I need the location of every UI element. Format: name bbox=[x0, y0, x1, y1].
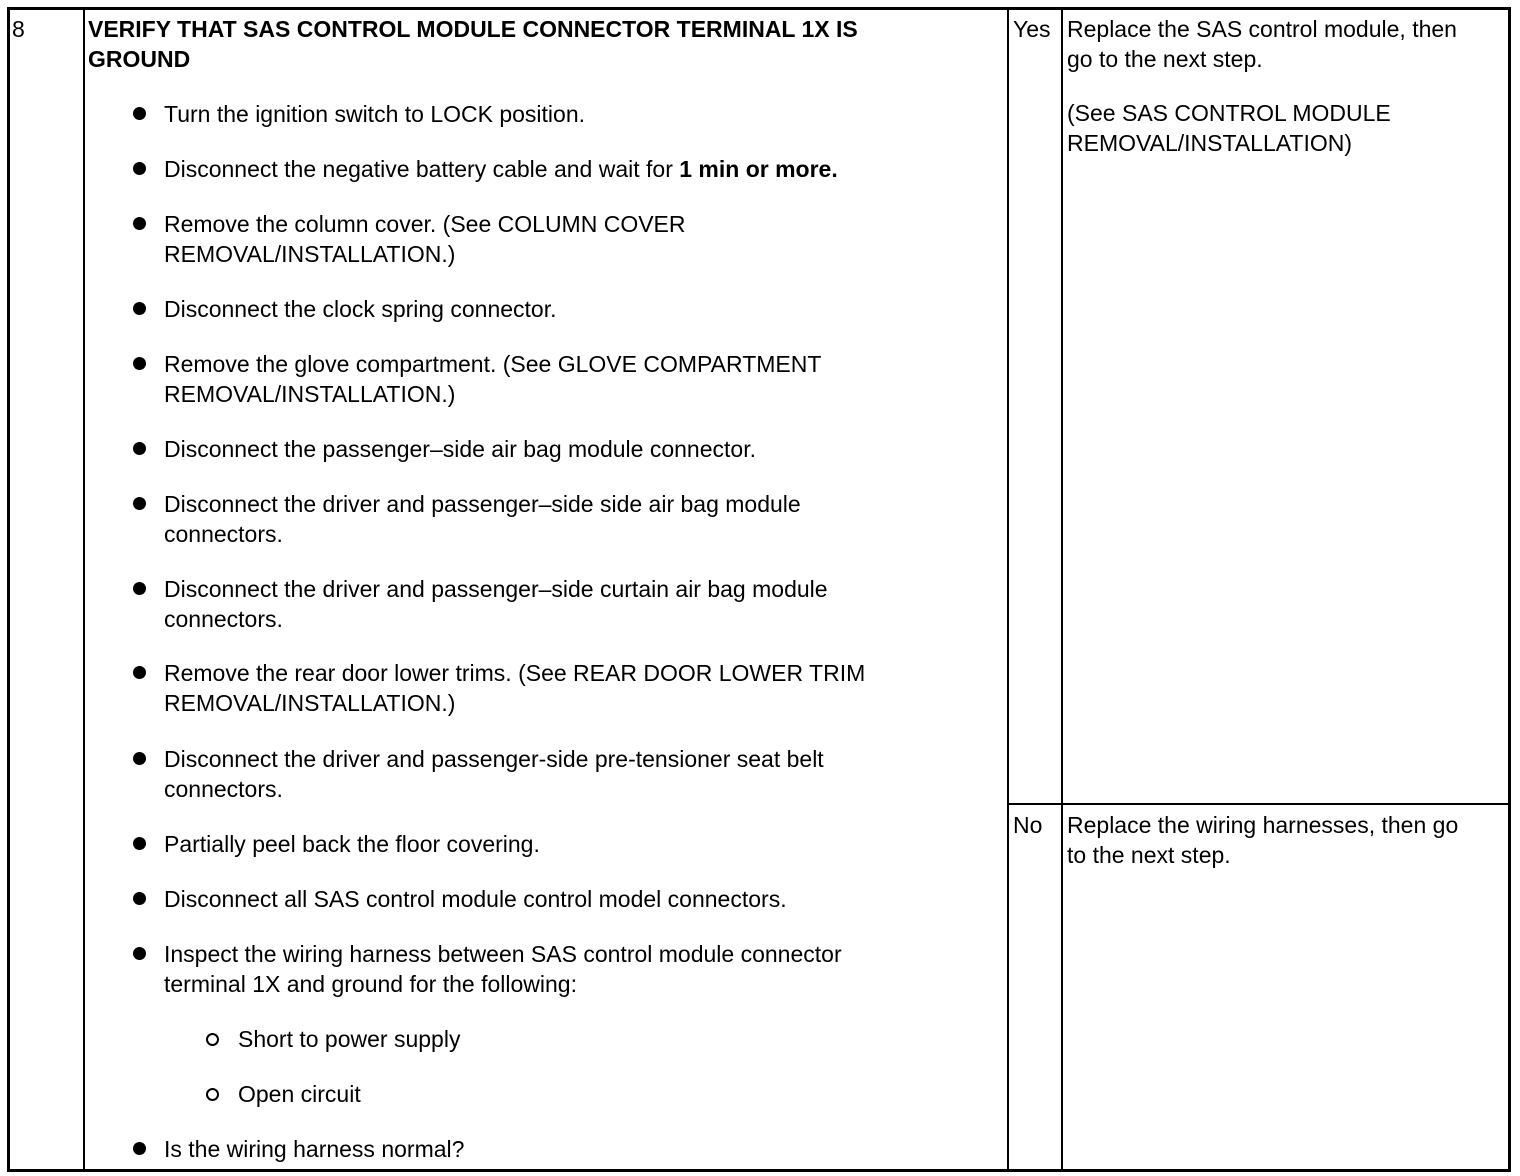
bullet-text: Disconnect the negative battery cable and wait for 1 min or more. bbox=[164, 156, 838, 182]
step-title-line2: GROUND bbox=[88, 46, 191, 72]
yes-label: Yes bbox=[1013, 16, 1051, 42]
column-divider-result bbox=[1061, 10, 1063, 1169]
yes-reference-line2: REMOVAL/INSTALLATION) bbox=[1067, 130, 1352, 156]
bullet-text: Turn the ignition switch to LOCK position. bbox=[164, 101, 586, 127]
bullet-icon bbox=[133, 107, 146, 120]
no-action-line2: to the next step. bbox=[1067, 842, 1231, 868]
bullet-text: Remove the column cover. (See COLUMN COVER bbox=[164, 211, 686, 237]
bullet-icon bbox=[133, 442, 146, 455]
bullet-icon bbox=[133, 1142, 146, 1155]
no-action-line1: Replace the wiring harnesses, then go bbox=[1067, 812, 1459, 838]
bullet-text: Disconnect the driver and passenger–side side air bag module bbox=[164, 491, 801, 517]
bullet-icon bbox=[133, 162, 146, 175]
column-divider-inspection bbox=[1007, 10, 1009, 1169]
yes-action-line2: go to the next step. bbox=[1067, 46, 1263, 72]
bullet-icon bbox=[133, 752, 146, 765]
bullet-icon bbox=[133, 947, 146, 960]
no-label: No bbox=[1013, 812, 1043, 838]
bullet-text: REMOVAL/INSTALLATION.) bbox=[164, 690, 456, 716]
yes-action-line1: Replace the SAS control module, then bbox=[1067, 16, 1457, 42]
bullet-icon bbox=[133, 302, 146, 315]
bullet-icon bbox=[133, 666, 146, 679]
bullet-text: connectors. bbox=[164, 776, 283, 802]
bullet-text: Disconnect the passenger–side air bag module connector. bbox=[164, 436, 756, 462]
hollow-bullet-icon bbox=[206, 1088, 219, 1101]
bullet-text: Disconnect the driver and passenger–side curtain air bag module bbox=[164, 576, 828, 602]
bullet-icon bbox=[133, 892, 146, 905]
sub-bullet-text: Short to power supply bbox=[238, 1026, 461, 1052]
bullet-text-emphasis: 1 min or more. bbox=[679, 156, 838, 182]
column-divider-step bbox=[83, 10, 85, 1169]
bullet-text: Disconnect the clock spring connector. bbox=[164, 296, 557, 322]
bullet-text: Disconnect all SAS control module control model connectors. bbox=[164, 886, 787, 912]
bullet-text: Disconnect the driver and passenger-side pre-tensioner seat belt bbox=[164, 746, 824, 772]
bullet-icon bbox=[133, 582, 146, 595]
bullet-icon bbox=[133, 837, 146, 850]
bullet-icon bbox=[133, 217, 146, 230]
bullet-text: Partially peel back the floor covering. bbox=[164, 831, 540, 857]
final-question-text: Is the wiring harness normal? bbox=[164, 1136, 465, 1162]
bullet-text: Inspect the wiring harness between SAS control module connector bbox=[164, 941, 842, 967]
bullet-icon bbox=[133, 357, 146, 370]
step-title-line1: VERIFY THAT SAS CONTROL MODULE CONNECTOR TERMINAL 1X IS bbox=[88, 16, 858, 42]
sub-bullet-text: Open circuit bbox=[238, 1081, 361, 1107]
row-divider-yes-no bbox=[1008, 803, 1508, 805]
bullet-text: Remove the glove compartment. (See GLOVE COMPARTMENT bbox=[164, 351, 822, 377]
bullet-text: REMOVAL/INSTALLATION.) bbox=[164, 241, 456, 267]
bullet-text: REMOVAL/INSTALLATION.) bbox=[164, 381, 456, 407]
bullet-text: Remove the rear door lower trims. (See REAR DOOR LOWER TRIM bbox=[164, 660, 866, 686]
step-number: 8 bbox=[12, 16, 25, 42]
bullet-text: connectors. bbox=[164, 521, 283, 547]
bullet-text: terminal 1X and ground for the following: bbox=[164, 971, 577, 997]
hollow-bullet-icon bbox=[206, 1033, 219, 1046]
bullet-icon bbox=[133, 497, 146, 510]
bullet-text: connectors. bbox=[164, 606, 283, 632]
yes-reference-line1: (See SAS CONTROL MODULE bbox=[1067, 100, 1391, 126]
